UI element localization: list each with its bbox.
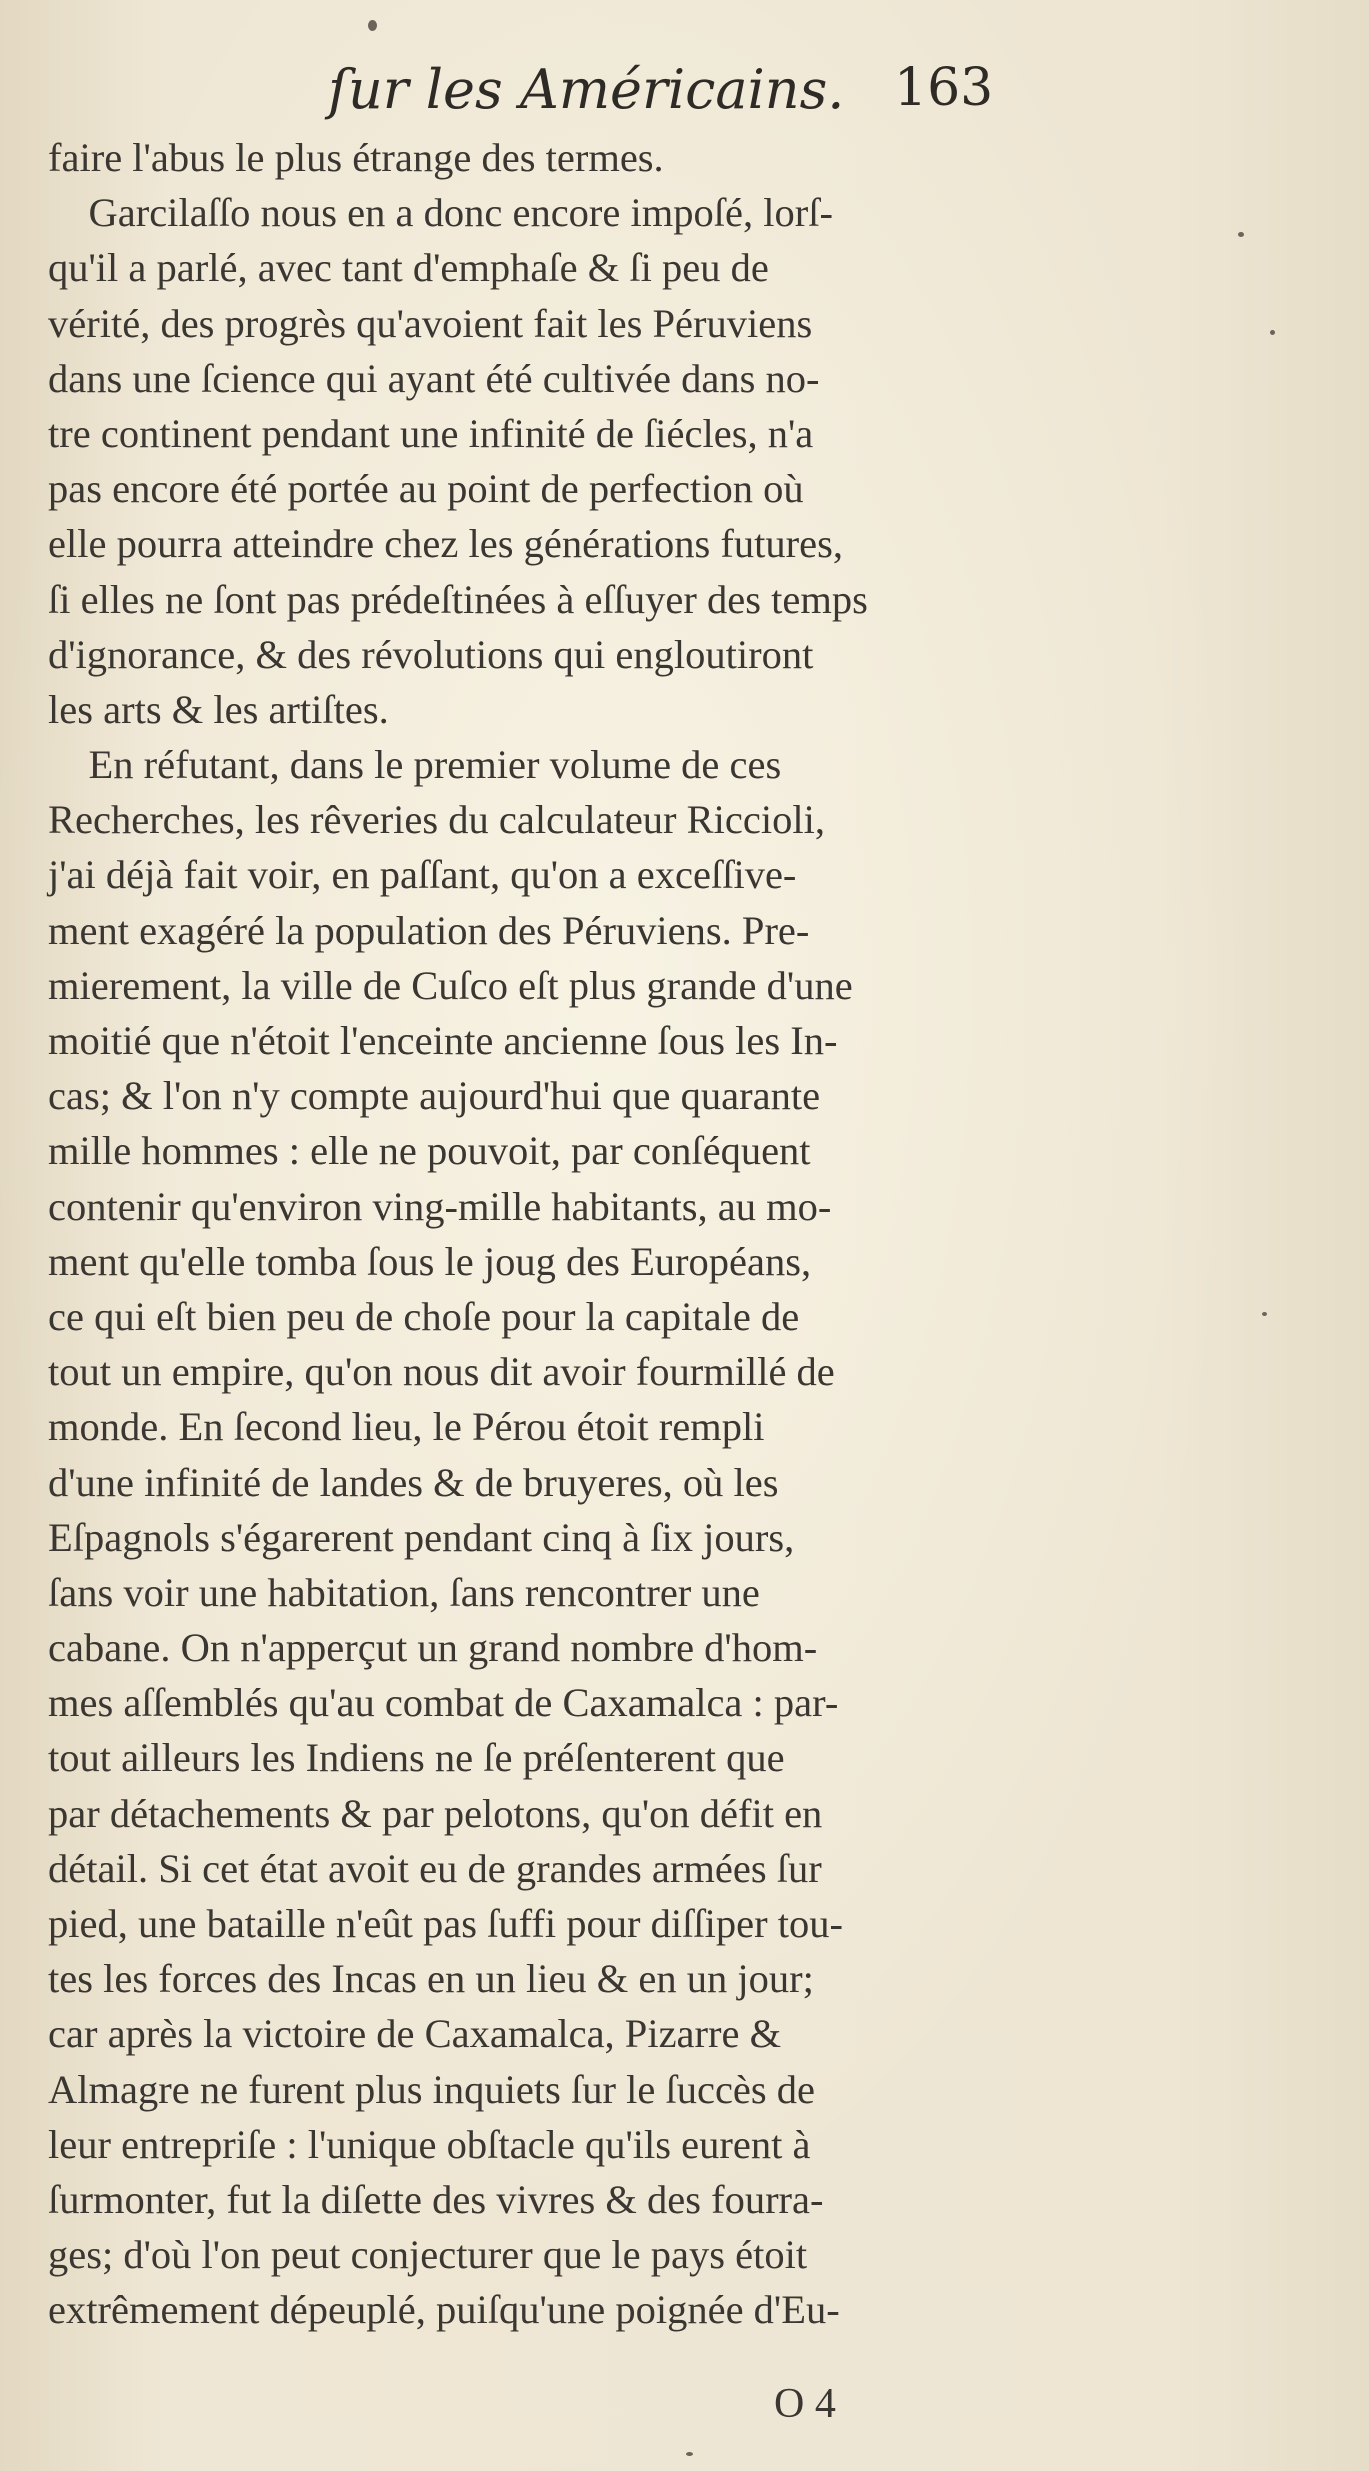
paper-speck <box>1270 330 1275 335</box>
paper-speck <box>1238 232 1244 237</box>
text-line: Recherches, les rêveries du calculateur Riccioli, <box>48 797 826 843</box>
text-line: les arts & les artiſtes. <box>48 686 389 732</box>
text-line: tes les forces des Incas en un lieu & en un jour; <box>48 1956 814 2002</box>
paper-speck <box>368 20 377 31</box>
text-line: pied, une bataille n'eût pas ſuffi pour diſſiper tou- <box>48 1901 843 1946</box>
text-line: par détachements & par pelotons, qu'on défit en <box>48 1790 823 1836</box>
text-line: qu'il a parlé, avec tant d'emphaſe & ſi peu de <box>48 245 769 291</box>
text-line: mille hommes : elle ne pouvoit, par conſéquent <box>48 1128 811 1174</box>
text-line: pas encore été portée au point de perfection où <box>48 466 804 512</box>
running-title: ſur les Américains. <box>328 58 845 121</box>
text-line: ce qui eſt bien peu de choſe pour la capitale de <box>48 1293 800 1339</box>
text-line: monde. En ſecond lieu, le Pérou étoit rempli <box>48 1404 765 1450</box>
text-line: extrêmement dépeuplé, puiſqu'une poignée d'Eu- <box>48 2287 840 2333</box>
text-line: ges; d'où l'on peut conjecturer que le pays étoit <box>48 2232 808 2278</box>
text-line: ſurmonter, fut la diſette des vivres & des fourra- <box>48 2176 824 2222</box>
text-line: détail. Si cet état avoit eu de grandes armées ſur <box>48 1845 822 1891</box>
text-line: ſi elles ne ſont pas prédeſtinées à eſſuyer des temps <box>48 576 868 622</box>
text-line: mes aſſemblés qu'au combat de Caxamalca : par- <box>48 1680 839 1726</box>
text-line: j'ai déjà fait voir, en paſſant, qu'on a exceſſive- <box>48 852 797 898</box>
text-line: faire l'abus le plus étrange des termes. <box>48 135 664 180</box>
text-line: contenir qu'environ ving-mille habitants, au mo- <box>48 1183 832 1229</box>
text-line: vérité, des progrès qu'avoient fait les Péruviens <box>48 300 813 346</box>
text-line: d'ignorance, & des révolutions qui engloutiront <box>48 631 814 677</box>
text-line: d'une infinité de landes & de bruyeres, où les <box>48 1459 779 1505</box>
text-line: cabane. On n'apperçut un grand nombre d'hom- <box>48 1625 818 1671</box>
body-text <box>48 130 1108 2338</box>
text-line: dans une ſcience qui ayant été cultivée dans no- <box>48 355 820 401</box>
text-line: Almagre ne furent plus inquiets ſur le ſuccès de <box>48 2066 816 2112</box>
text-line: ment qu'elle tomba ſous le joug des Européans, <box>48 1238 812 1284</box>
text-line: ment exagéré la population des Péruviens. Pre- <box>48 907 810 953</box>
text-line: elle pourra atteindre chez les générations futures, <box>48 521 844 567</box>
text-line: mierement, la ville de Cuſco eſt plus grande d'une <box>48 962 853 1008</box>
paper-speck <box>1262 1312 1267 1316</box>
text-line: Eſpagnols s'égarerent pendant cinq à ſix jours, <box>48 1514 795 1560</box>
text-line: Garcilaſſo nous en a donc encore impoſé, lorſ- <box>48 190 833 236</box>
text-line: tout un empire, qu'on nous dit avoir fourmillé de <box>48 1349 835 1395</box>
text-line: En réfutant, dans le premier volume de ces <box>48 742 782 788</box>
text-line: tout ailleurs les Indiens ne ſe préſenterent que <box>48 1735 785 1781</box>
text-line: moitié que n'étoit l'enceinte ancienne ſous les In- <box>48 1018 838 1063</box>
text-line: car après la victoire de Caxamalca, Pizarre & <box>48 2011 782 2057</box>
text-line: cas; & l'on n'y compte aujourd'hui que quarante <box>48 1073 821 1119</box>
text-line: leur entrepriſe : l'unique obſtacle qu'ils eurent à <box>48 2121 811 2167</box>
page-number: 163 <box>894 58 994 118</box>
text-line: tre continent pendant une infinité de ſiécles, n'a <box>48 410 814 456</box>
paper-speck <box>686 2452 693 2456</box>
signature-mark: O 4 <box>774 2381 836 2427</box>
text-line: ſans voir une habitation, ſans rencontrer une <box>48 1569 760 1615</box>
